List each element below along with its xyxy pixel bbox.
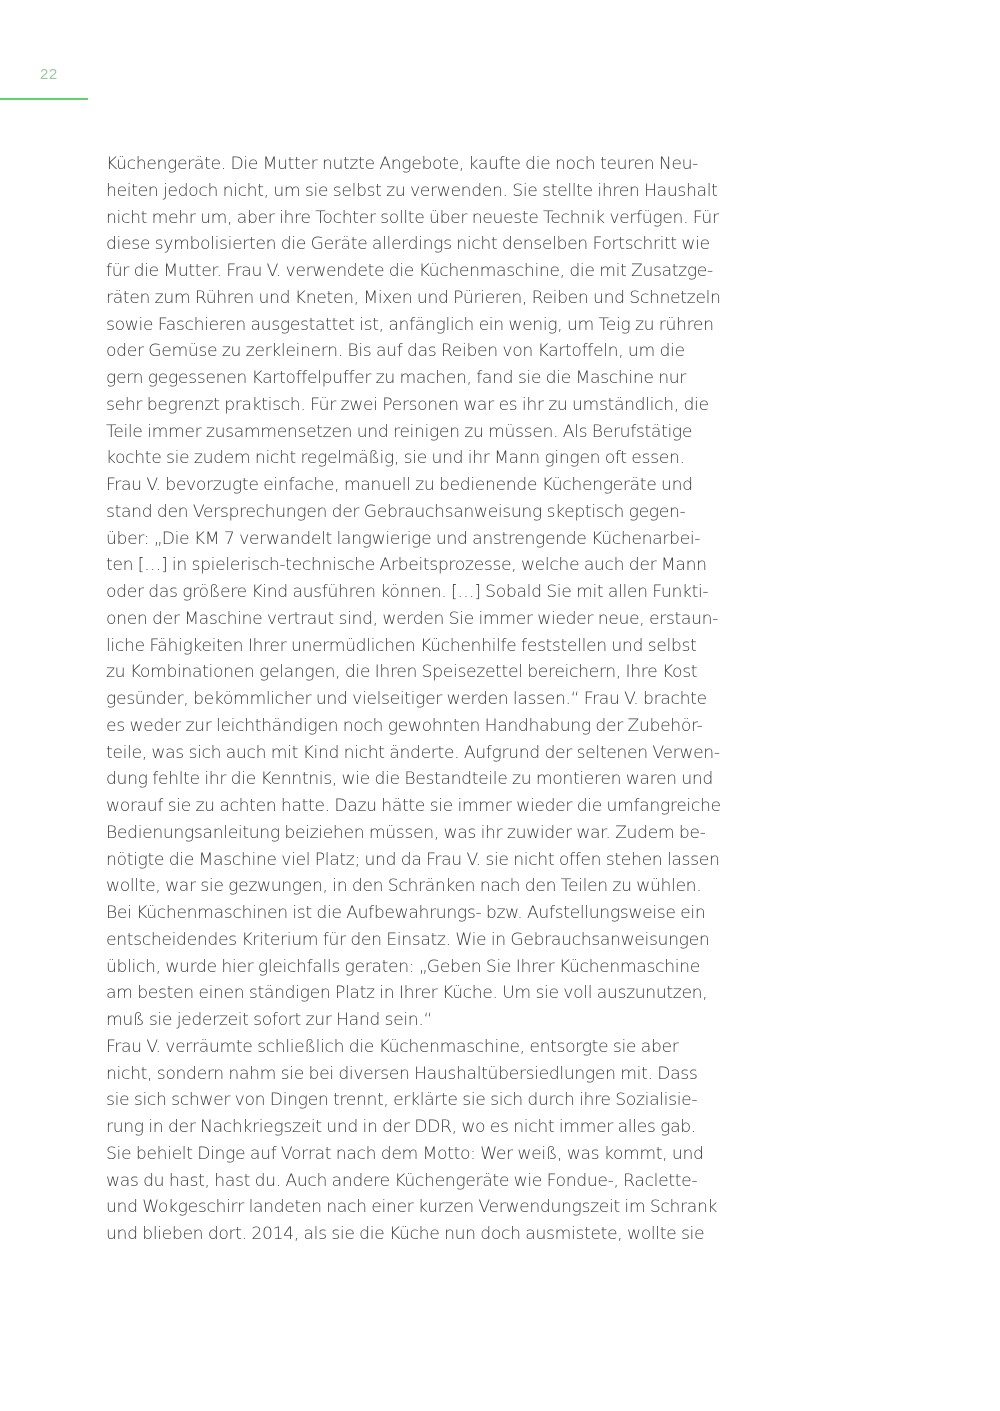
text-line: zu Kombinationen gelangen, die Ihren Speisezettel bereichern, Ihre Kost [106,662,698,683]
text-line: sehr begrenzt praktisch. Für zwei Personen war es ihr zu umständlich, die [106,394,709,415]
text-line: oder das größere Kind ausführen können. […] Sobald Sie mit allen Funkti- [106,582,709,602]
text-line: Sie behielt Dinge auf Vorrat nach dem Motto: Wer weiß, was kommt, und [106,1143,704,1164]
text-line: kochte sie zudem nicht regelmäßig, sie und ihr Mann gingen oft essen. [106,448,685,469]
text-line: es weder zur leichthändigen noch gewohnten Handhabung der Zubehör- [106,715,703,736]
text-line: worauf sie zu achten hatte. Dazu hätte sie immer wieder die umfangreiche [106,796,721,816]
text-line: rung in der Nachkriegszeit und in der DDR, wo es nicht immer alles gab. [106,1117,696,1137]
text-line: entscheidendes Kriterium für den Einsatz. Wie in Gebrauchsanweisungen [106,929,710,950]
text-line: Teile immer zusammensetzen und reinigen zu müssen. Als Berufstätige [106,421,693,442]
text-line: gesünder, bekömmlicher und vielseitiger werden lassen.“ Frau V. brachte [106,689,707,709]
text-line: und blieben dort. 2014, als sie die Küche nun doch ausmistete, wollte sie [106,1224,705,1244]
text-line: onen der Maschine vertraut sind, werden Sie immer wieder neue, erstaun- [106,608,719,629]
text-line: Bei Küchenmaschinen ist die Aufbewahrungs- bzw. Aufstellungsweise ein [106,903,706,923]
text-line: Bedienungsanleitung beiziehen müssen, was ihr zuwider war. Zudem be- [106,822,706,843]
text-line: stand den Versprechungen der Gebrauchsanweisung skeptisch gegen- [106,501,686,522]
body-text [106,151,776,1248]
header-rule [0,98,88,100]
text-line: was du hast, hast du. Auch andere Küchengeräte wie Fondue-, Raclette- [106,1170,698,1191]
text-line: üblich, wurde hier gleichfalls geraten: „Geben Sie Ihrer Küchenmaschine [106,956,700,977]
text-line: muß sie jederzeit sofort zur Hand sein.“ [106,1010,433,1030]
text-line: am besten einen ständigen Platz in Ihrer Küche. Um sie voll auszunutzen, [106,983,708,1004]
text-line: über: „Die KM 7 verwandelt langwierige und anstrengende Küchenarbei- [106,528,701,549]
text-line: nicht, sondern nahm sie bei diversen Haushaltübersiedlungen mit. Dass [106,1063,698,1084]
text-line: liche Fähigkeiten Ihrer unermüdlichen Küchenhilfe feststellen und selbst [106,635,697,656]
text-line: nicht mehr um, aber ihre Tochter sollte über neueste Technik verfügen. Für [106,207,719,228]
text-line: für die Mutter. Frau V. verwendete die Küchenmaschine, die mit Zusatzge- [106,261,713,281]
text-line: teile, was sich auch mit Kind nicht änderte. Aufgrund der seltenen Verwen- [106,742,720,763]
text-line: räten zum Rühren und Kneten, Mixen und Pürieren, Reiben und Schnetzeln [106,287,721,308]
text-line: nötigte die Maschine viel Platz; und da Frau V. sie nicht offen stehen lassen [106,849,720,870]
text-line: sowie Faschieren ausgestattet ist, anfänglich ein wenig, um Teig zu rühren [106,314,714,335]
text-line: gern gegessenen Kartoffelpuffer zu machen, fand sie die Maschine nur [106,368,687,388]
text-line: dung fehlte ihr die Kenntnis, wie die Bestandteile zu montieren waren und [106,769,713,790]
text-line: Frau V. bevorzugte einfache, manuell zu bedienende Küchengeräte und [106,475,693,495]
text-line: heiten jedoch nicht, um sie selbst zu verwenden. Sie stellte ihren Haushalt [106,180,718,201]
text-line: Küchengeräte. Die Mutter nutzte Angebote, kaufte die noch teuren Neu- [106,154,698,174]
text-line: diese symbolisierten die Geräte allerdings nicht denselben Fortschritt wie [106,234,710,255]
text-line: oder Gemüse zu zerkleinern. Bis auf das Reiben von Kartoffeln, um die [106,341,685,362]
text-line: ten […] in spielerisch-technische Arbeitsprozesse, welche auch der Mann [106,555,707,576]
text-line: sie sich schwer von Dingen trennt, erklärte sie sich durch ihre Sozialisie- [106,1090,698,1111]
text-line: wollte, war sie gezwungen, in den Schränken nach den Teilen zu wühlen. [106,876,702,897]
text-line: und Wokgeschirr landeten nach einer kurzen Verwendungszeit im Schrank [106,1197,718,1218]
page-number: 22 [40,66,58,83]
text-line: Frau V. verräumte schließlich die Küchenmaschine, entsorgte sie aber [106,1036,679,1057]
